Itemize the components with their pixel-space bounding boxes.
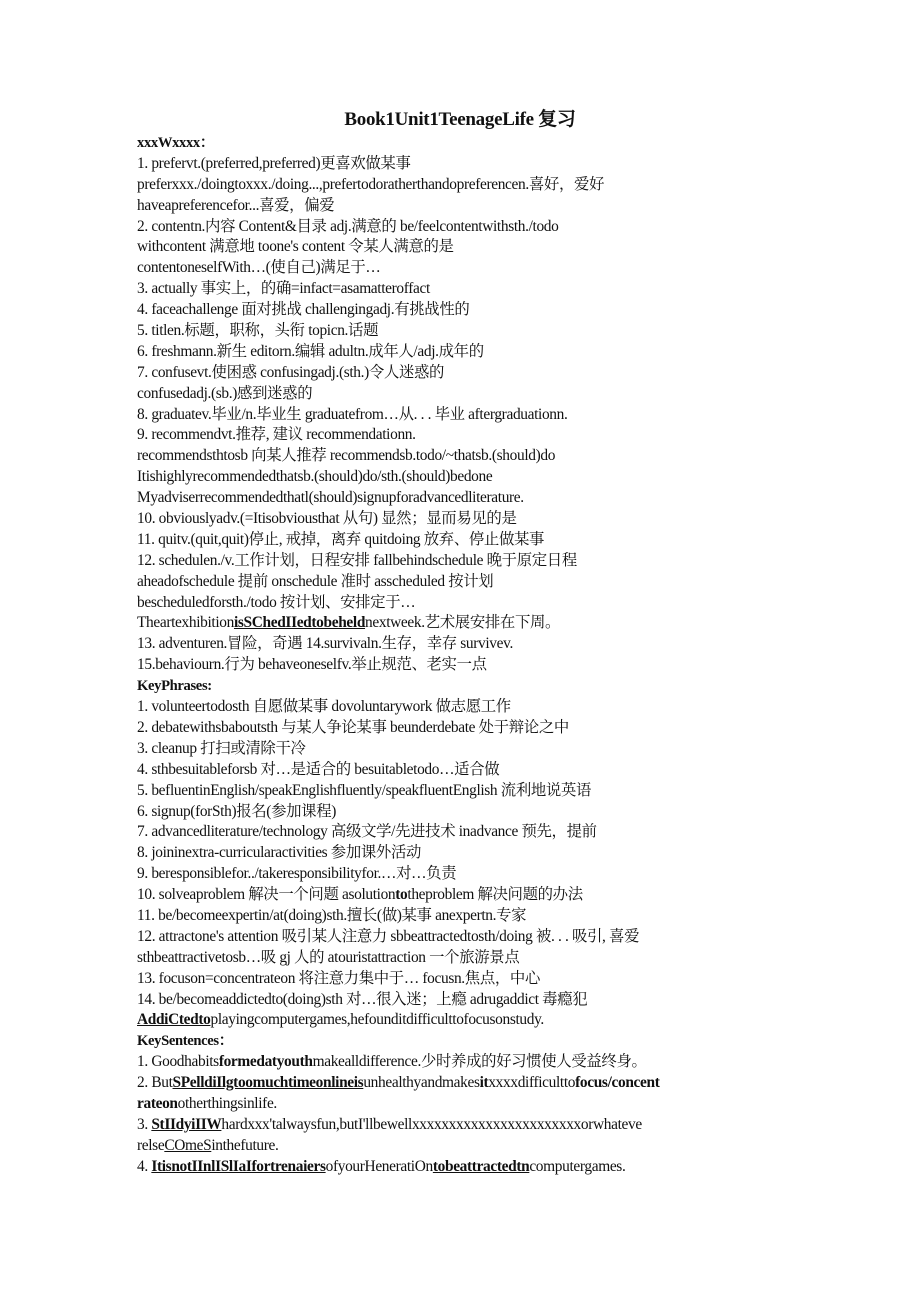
word-line: 10. obviouslyadv.(=Itisobviousthat 从句) 显然；显而易见的是 — [137, 510, 517, 528]
word-line: 1. prefervt.(preferred,preferred)更喜欢做某事 — [137, 154, 411, 172]
text-span: ofyourHeneratiOn — [325, 1157, 433, 1175]
word-line: aheadofschedule 提前 onschedule 准时 asscheduled 按计划 — [137, 572, 494, 590]
phrase-line: sthbeattractivetosb…吸 gj 人的 atouristattraction 一个旅游景点 — [137, 948, 520, 966]
phrase-line: 9. beresponsiblefor../takeresponsibilityfor.…对…负责 — [137, 865, 457, 883]
word-line: 13. adventuren.冒险，奇遇 14.survivaln.生存，幸存 survivev. — [137, 635, 513, 653]
document-body — [137, 133, 797, 1178]
text-span: otherthingsinlife. — [177, 1094, 277, 1112]
sentence-line — [137, 1136, 797, 1157]
word-line: contentoneselfWith…(使自己)满足于… — [137, 259, 381, 277]
text-span: xxxxdifficultto — [488, 1074, 576, 1092]
underlined-word: COmeS — [164, 1136, 212, 1154]
text-span: inthefuture. — [211, 1136, 279, 1154]
word-line: 3. actually 事实上，的确=infact=asamatteroffact — [137, 280, 430, 298]
phrase-line: 1. volunteertodosth 自愿做某事 dovoluntarywork 做志愿工作 — [137, 698, 511, 716]
addicted-example — [137, 1010, 797, 1031]
sentence-line — [137, 1052, 797, 1073]
phrase-list — [137, 697, 797, 1031]
sentence-line — [137, 1073, 797, 1094]
text-span: 1. Goodhabits — [137, 1053, 219, 1071]
phrase-line: 14. be/becomeaddictedto(doing)sth 对…很入迷；上瘾 adrugaddict 毒瘾犯 — [137, 990, 588, 1008]
word-line: 12. schedulen./v.工作计划，日程安排 fallbehindschedule 晚于原定日程 — [137, 551, 577, 569]
text-span: computergames. — [529, 1157, 626, 1175]
word-line: 15.behaviourn.行为 behaveoneselfv.举止规范、老实一点 — [137, 656, 487, 674]
word-line: 11. quitv.(quit,quit)停止, 戒掉，离弃 quitdoing 放弃、停止做某事 — [137, 530, 545, 548]
text-span: relse — [137, 1136, 165, 1154]
text-span: 4. — [137, 1157, 152, 1175]
phrase-line: 8. joininextra-curricularactivities 参加课外活动 — [137, 844, 422, 862]
phrase-line: 2. debatewithsbaboutsth 与某人争论某事 beunderdebate 处于辩论之中 — [137, 718, 569, 736]
bold-phrase: focus/concent — [575, 1074, 660, 1092]
page-title: Book1Unit1TeenageLife 复习 — [344, 109, 576, 130]
bold-phrase: rateon — [137, 1094, 178, 1112]
word-line: withcontent 满意地 toone's content 令某人满意的是 — [137, 238, 454, 256]
underlined-phrase: isSChedIIedtobeheld — [233, 614, 366, 632]
word-line: confusedadj.(sb.)感到迷惑的 — [137, 384, 313, 402]
word-line: 6. freshmann.新生 editorn.编辑 adultn.成年人/adj.成年的 — [137, 342, 484, 360]
words-heading: xxxWxxxx： — [137, 135, 215, 151]
word-line: recommendsthtosb 向某人推荐 recommendsb.todo/~thatsb.(should)do — [137, 447, 556, 465]
underlined-phrase: ItisnotIInlISlIaIfortrenaiers — [151, 1157, 326, 1175]
text-span: Theartexhibition — [137, 614, 234, 632]
phrase-line: 13. focuson=concentrateon 将注意力集中于… focusn.焦点，中心 — [137, 969, 541, 987]
phrase-line: 6. signup(forSth)报名(参加课程) — [137, 802, 337, 820]
word-line: 2. contentn.内容 Content&目录 adj.满意的 be/feelcontentwithsth./todo — [137, 217, 559, 235]
underlined-phrase: SPelldiIlgtoomuchtimeonlineis — [172, 1074, 364, 1092]
text-span: 10. solveaproblem 解决一个问题 asolution — [137, 886, 396, 904]
word-line: haveapreferencefor...喜爱，偏爱 — [137, 196, 335, 214]
text-span: unhealthyandmakes — [363, 1074, 480, 1092]
underlined-phrase: StIIdyiIIW — [151, 1115, 222, 1133]
text-span: nextweek.艺术展安排在下周。 — [365, 614, 561, 632]
exhibition-sentence — [137, 613, 797, 634]
word-line: 5. titlen.标题，职称，头衔 topicn.话题 — [137, 322, 379, 340]
text-span: hardxxx'talwaysfun,butI'llbewellxxxxxxxxxxxxxxxxxxxxxxxorwhateve — [221, 1115, 642, 1133]
bold-phrase: formedatyouth — [218, 1053, 313, 1071]
underlined-phrase: tobeattractedtn — [432, 1157, 530, 1175]
text-span: 3. — [137, 1115, 152, 1133]
phrase-line: 4. sthbesuitableforsb 对…是适合的 besuitabletodo…适合做 — [137, 760, 500, 778]
text-span: theproblem 解决问题的办法 — [407, 886, 583, 904]
phrases-heading: KeyPhrases: — [137, 678, 212, 695]
word-line: 4. faceachallenge 面对挑战 challengingadj.有挑战性的 — [137, 301, 470, 319]
word-line: 8. graduatev.毕业/n.毕业生 graduatefrom…从. . . 毕业 aftergraduationn. — [137, 405, 568, 423]
phrase-line: 12. attractone's attention 吸引某人注意力 sbbeattractedtosth/doing 被. . . 吸引, 喜爱 — [137, 927, 640, 945]
sentence-list — [137, 1052, 797, 1177]
word-line: Myadviserrecommendedthatl(should)signupforadvancedliterature. — [137, 489, 524, 507]
bold-word: it — [479, 1074, 489, 1092]
word-line: bescheduledforsth./todo 按计划、安排定于… — [137, 593, 416, 611]
sentence-line — [137, 1115, 797, 1136]
word-line: preferxxx./doingtoxxx./doing...,prefertodoratherthandopreferencen.喜好，爱好 — [137, 175, 605, 193]
underlined-phrase: AddiCtedto — [137, 1011, 211, 1029]
word-line: Itishighlyrecommendedthatsb.(should)do/sth.(should)bedone — [137, 468, 493, 486]
word-line: 9. recommendvt.推荐, 建议 recommendationn. — [137, 426, 416, 444]
sentence-line — [137, 1094, 797, 1115]
text-span: makealldifference.少时养成的好习惯使人受益终身。 — [312, 1053, 647, 1071]
word-list — [137, 154, 797, 676]
bold-word: to — [395, 886, 408, 904]
phrase-line: 11. be/becomeexpertin/at(doing)sth.擅长(做)某事 anexpertn.专家 — [137, 906, 527, 924]
phrase-line: 3. cleanup 打扫或清除干冷 — [137, 739, 306, 757]
sentence-line — [137, 1157, 797, 1178]
word-line: 7. confusevt.使困惑 confusingadj.(sth.)令人迷惑的 — [137, 363, 445, 381]
text-span: 2. But — [137, 1074, 173, 1092]
sentences-heading: KeySentences： — [137, 1033, 233, 1050]
text-span: playingcomputergames,hefounditdifficulttofocusonstudy. — [210, 1011, 544, 1029]
phrase-line — [137, 885, 797, 906]
phrase-line: 7. advancedliterature/technology 高级文学/先进技术 inadvance 预先，提前 — [137, 823, 597, 841]
phrase-line: 5. befluentinEnglish/speakEnglishfluently/speakfluentEnglish 流利地说英语 — [137, 781, 592, 799]
